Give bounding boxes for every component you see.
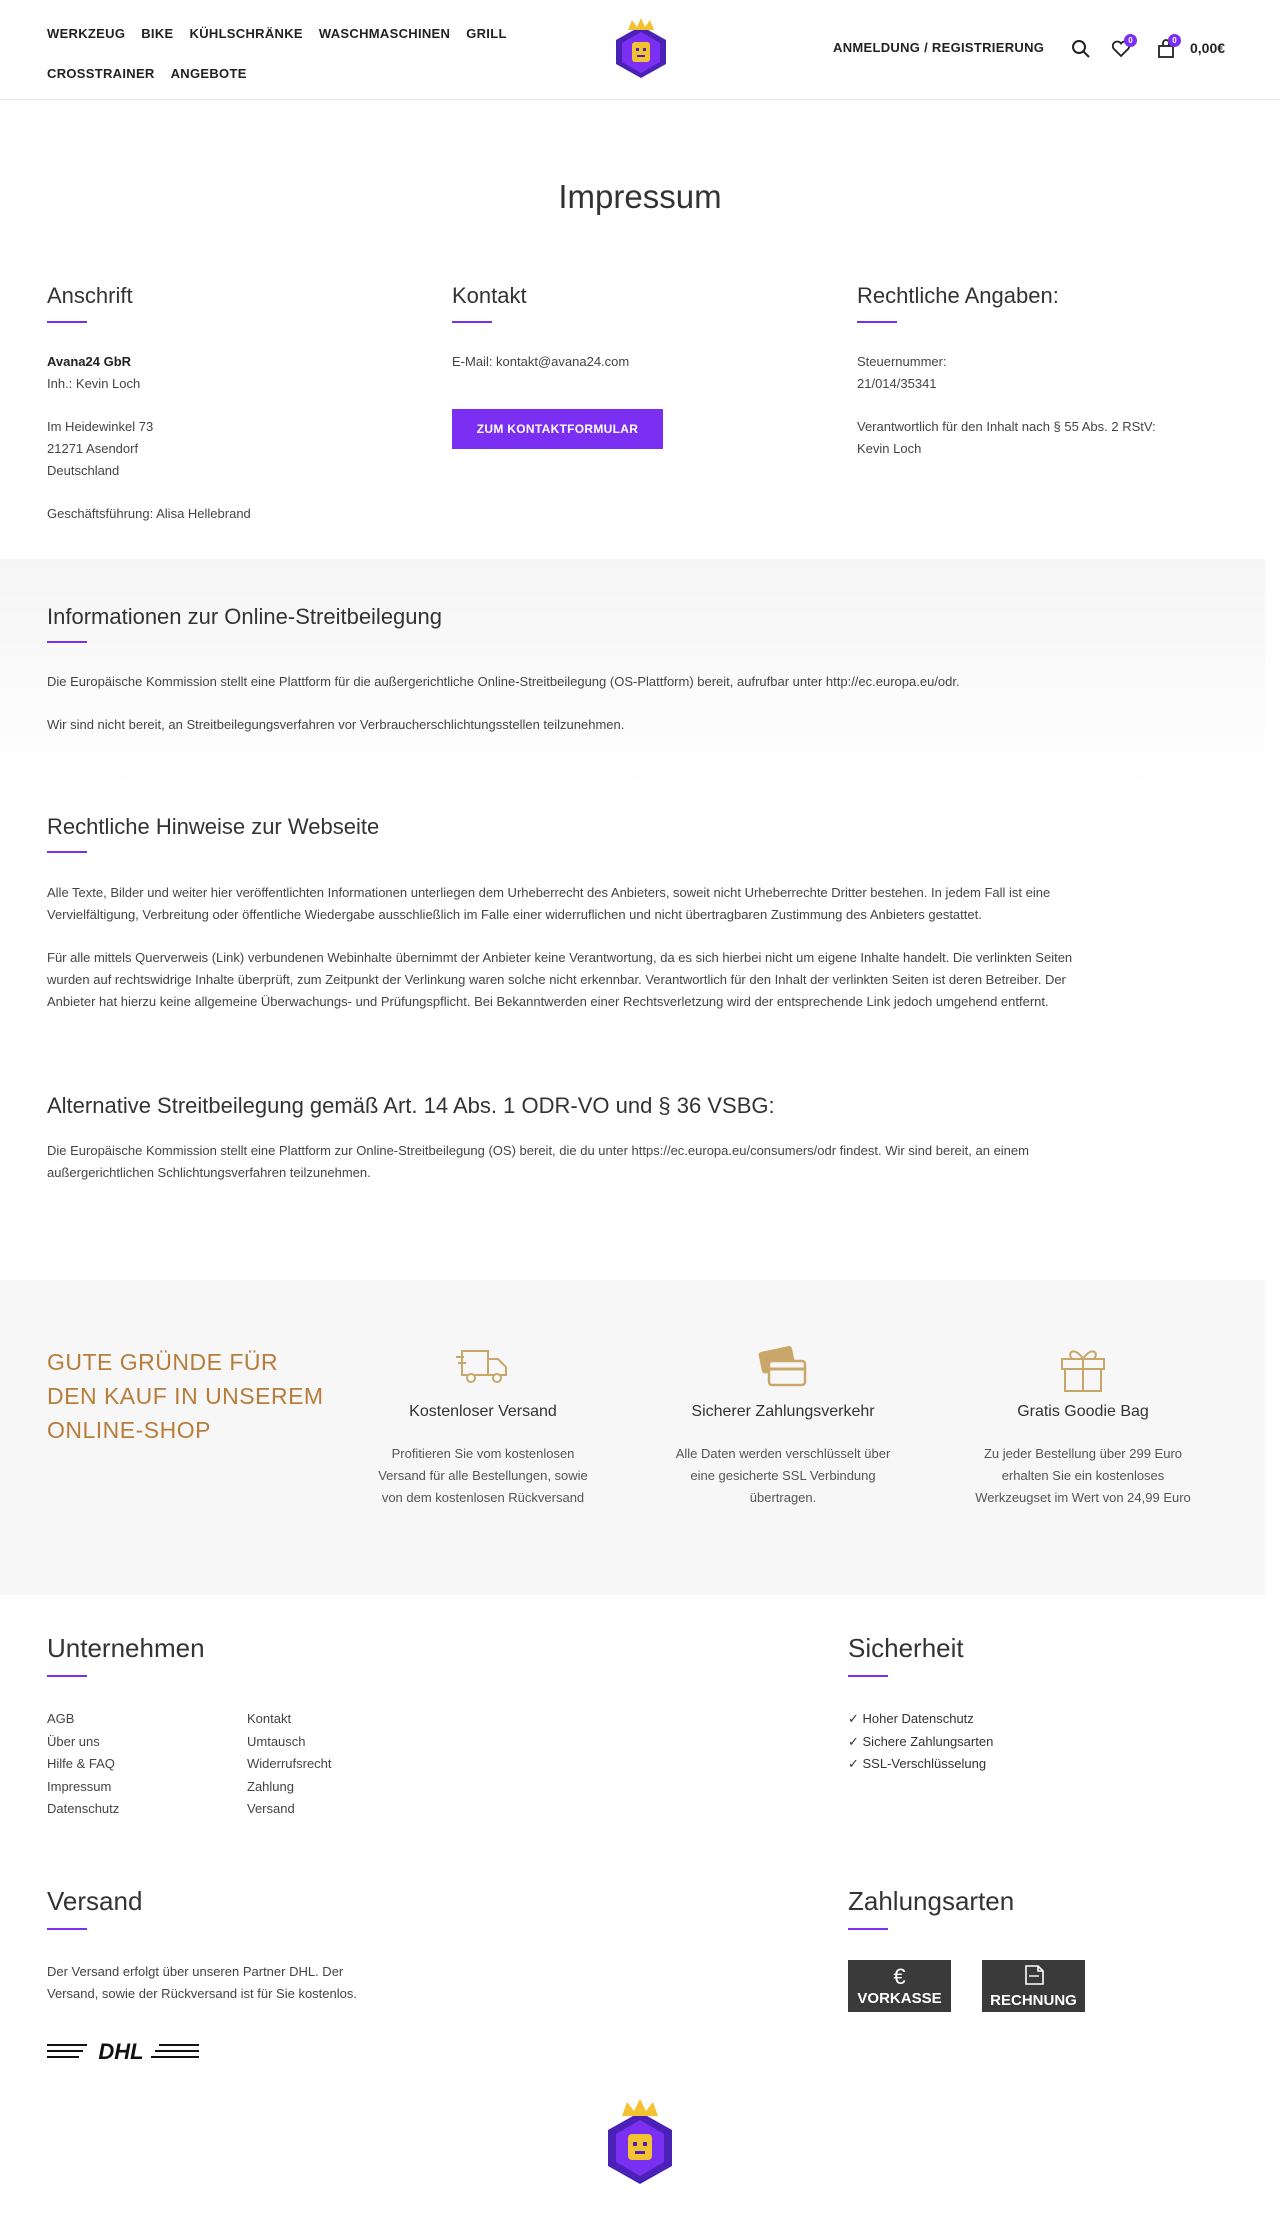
footer-link-ueber-uns[interactable]: Über uns (47, 1733, 100, 1749)
wishlist-button[interactable] (1111, 36, 1133, 63)
truck-icon (353, 1345, 613, 1403)
payment-label: RECHNUNG (990, 1992, 1077, 2009)
footer-versand-heading: Versand (47, 1886, 143, 1916)
legal-notes-heading: Rechtliche Hinweise zur Webseite (47, 814, 380, 839)
payment-vorkasse[interactable] (848, 1960, 951, 2012)
text-line: außergerichtlichen Schlichtungsverfahren teilzunehmen. (47, 1165, 371, 1180)
text-line: Zu jeder Bestellung über 299 Euro (983, 1446, 1182, 1461)
responsible-name: Kevin Loch (857, 441, 922, 456)
footer-link-agb[interactable]: AGB (47, 1711, 75, 1726)
payment-label: VORKASSE (857, 1990, 942, 2007)
heading-underline (848, 1675, 888, 1677)
reasons-title-line: GUTE GRÜNDE FÜR (47, 1349, 279, 1375)
footer-link-zahlung[interactable]: Zahlung (247, 1778, 294, 1794)
heading-underline (857, 321, 897, 323)
search-icon[interactable] (1071, 39, 1091, 64)
text-line: Der Versand erfolgt über unseren Partner DHL. Der (47, 1964, 344, 1979)
nav-waschmaschinen[interactable]: WASCHMASCHINEN (318, 26, 451, 41)
footer-link-versand[interactable]: Versand (247, 1801, 295, 1816)
responsible-label: Verantwortlich für den Inhalt nach § 55 Abs. 2 RStV: (857, 419, 1156, 434)
footer-link-hilfe-faq[interactable]: Hilfe & FAQ (47, 1756, 115, 1771)
text-line: erhalten Sie ein kostenloses (1001, 1468, 1165, 1483)
feature-goodie-bag (953, 1345, 1213, 1509)
page-title: Impressum (558, 178, 722, 215)
text-line: übertragen. (749, 1490, 817, 1505)
feature-free-shipping (353, 1345, 613, 1509)
nav-werkzeug[interactable]: WERKZEUG (47, 26, 126, 41)
footer-logo[interactable] (600, 2096, 680, 2192)
tax-label: Steuernummer: (857, 354, 947, 369)
euro-icon: € (893, 1964, 906, 1989)
footer-link-widerrufsrecht[interactable]: Widerrufsrecht (247, 1756, 332, 1771)
feature-title: Sicherer Zahlungsverkehr (691, 1403, 875, 1420)
payment-rechnung[interactable] (982, 1960, 1085, 2012)
feature-title: Gratis Goodie Bag (1017, 1403, 1149, 1420)
text-line: Versand, sowie der Rückversand ist für Sie kostenlos. (47, 1986, 357, 2001)
cart-total[interactable]: 0,00€ (1190, 40, 1226, 56)
footer-link-datenschutz[interactable]: Datenschutz (47, 1801, 120, 1816)
nav-angebote[interactable]: ANGEBOTE (170, 66, 247, 81)
alternative-dispute-paragraph (47, 1140, 1227, 1184)
alternative-dispute-heading: Alternative Streitbeilegung gemäß Art. 14 Abs. 1 ODR-VO und § 36 VSBG: (47, 1093, 775, 1118)
footer-sicherheit-heading: Sicherheit (848, 1633, 964, 1663)
text-line: Die Europäische Kommission stellt eine Plattform zur Online-Streitbeilegung (OS) bereit, die du unter https://ec.europa.eu/consumers/odr findest. Wir sind bereit, an einem (47, 1143, 1029, 1158)
odr-paragraph-1: Die Europäische Kommission stellt eine Plattform für die außergerichtliche Online-Streitbeilegung (OS-Plattform) bereit, aufrufbar unter http://ec.europa.eu/odr. (47, 674, 960, 689)
heading-underline (47, 1928, 87, 1930)
text-line: Versand für alle Bestellungen, sowie (378, 1468, 588, 1483)
heading-underline (47, 641, 87, 643)
text-line: Werkzeugset im Wert von 24,99 Euro (975, 1490, 1191, 1505)
nav-kuehlschraenke[interactable]: KÜHLSCHRÄNKE (189, 26, 303, 41)
street: Im Heidewinkel 73 (47, 419, 154, 434)
rechtliche-angaben-heading: Rechtliche Angaben: (857, 283, 1059, 308)
management: Geschäftsführung: Alisa Hellebrand (47, 506, 251, 521)
cart-count-badge: 0 (1168, 34, 1181, 47)
invoice-icon (982, 1964, 1085, 1992)
site-header (0, 0, 1280, 100)
feature-description (953, 1443, 1213, 1509)
contact-form-button[interactable]: ZUM KONTAKTFORMULAR (452, 409, 663, 449)
anschrift-block (47, 351, 251, 525)
dhl-logo (47, 2040, 199, 2062)
security-item: ✓ Sichere Zahlungsarten (848, 1733, 994, 1749)
security-list (848, 1708, 993, 1776)
dhl-wordmark: DHL (98, 2040, 144, 2062)
feature-title: Kostenloser Versand (409, 1403, 557, 1420)
footer-links-col-2 (247, 1708, 332, 1821)
country: Deutschland (47, 463, 120, 478)
nav-grill[interactable]: GRILL (466, 26, 507, 41)
legal-notes-paragraph-1 (47, 882, 1227, 926)
text-line: eine gesicherte SSL Verbindung (690, 1468, 876, 1483)
tax-number: 21/014/35341 (857, 376, 937, 391)
text-line: Alle Texte, Bilder und weiter hier veröffentlichten Informationen unterliegen dem Urheberrecht des Anbieters, soweit nicht Urheberrechte Dritter bestehen. In jedem Fall ist eine (47, 885, 1051, 900)
feature-secure-payment (653, 1345, 913, 1509)
footer-links-col-1 (47, 1708, 119, 1821)
footer-unternehmen-heading: Unternehmen (47, 1633, 205, 1663)
heading-underline (47, 321, 87, 323)
nav-bike[interactable]: BIKE (141, 26, 174, 41)
site-logo[interactable] (610, 16, 672, 82)
footer-zahlungsarten-heading: Zahlungsarten (848, 1886, 1015, 1916)
text-line: von dem kostenlosen Rückversand (381, 1490, 585, 1505)
text-line: Profitieren Sie vom kostenlosen (391, 1446, 575, 1461)
reasons-title-line: ONLINE-SHOP (47, 1417, 211, 1443)
reasons-title-line: DEN KAUF IN UNSEREM (47, 1383, 324, 1409)
login-register-link[interactable]: ANMELDUNG / REGISTRIERUNG (833, 40, 1045, 55)
text-line: Für alle mittels Querverweis (Link) verbundenen Webinhalte übernimmt der Anbieter keine Verantwortung, da es sich hierbei nicht um eigene Inhalte handelt. Die verlinkten Seiten (47, 950, 1073, 965)
credit-card-icon (653, 1345, 913, 1403)
kontakt-heading: Kontakt (452, 283, 527, 308)
anschrift-heading: Anschrift (47, 283, 133, 308)
odr-heading: Informationen zur Online-Streitbeilegung (47, 604, 443, 629)
footer-link-kontakt[interactable]: Kontakt (247, 1711, 292, 1726)
company-name: Avana24 GbR (47, 354, 132, 369)
legal-info-block (857, 351, 1156, 460)
reasons-title (47, 1345, 324, 1447)
owner: Inh.: Kevin Loch (47, 376, 141, 391)
feature-description (653, 1443, 913, 1509)
heading-underline (848, 1928, 888, 1930)
contact-email[interactable]: E-Mail: kontakt@avana24.com (452, 354, 630, 369)
main-nav (47, 14, 587, 94)
heading-underline (47, 1675, 87, 1677)
gift-icon (953, 1345, 1213, 1403)
legal-notes-paragraph-2 (47, 947, 1227, 1013)
security-item: ✓ SSL-Verschlüsselung (848, 1756, 987, 1771)
text-line: Vervielfältigung, Verbreitung oder öffentliche Wiedergabe ausschließlich im Falle einer widerruflichen und nicht übertragbaren Zustimmung des Anbieters gestattet. (47, 907, 982, 922)
text-line: Alle Daten werden verschlüsselt über (675, 1446, 891, 1461)
heading-underline (47, 851, 87, 853)
text-line: wurden auf rechtswidrige Inhalte überprüft, zum Zeitpunkt der Verlinkung waren solche nicht erkennbar. Verantwortlich für den Inhalt der verlinkten Seiten ist deren Betreiber. Der (47, 972, 1066, 987)
feature-description (353, 1443, 613, 1509)
footer-link-umtausch[interactable]: Umtausch (247, 1733, 306, 1749)
footer-link-impressum[interactable]: Impressum (47, 1778, 112, 1794)
odr-paragraph-2: Wir sind nicht bereit, an Streitbeilegungsverfahren vor Verbraucherschlichtungsstellen teilzunehmen. (47, 717, 625, 732)
security-item: ✓ Hoher Datenschutz (848, 1711, 974, 1726)
cart-button[interactable] (1157, 36, 1177, 64)
heading-underline (452, 321, 492, 323)
nav-crosstrainer[interactable]: CROSSTRAINER (47, 66, 155, 81)
wishlist-count-badge: 0 (1124, 34, 1137, 47)
city: 21271 Asendorf (47, 441, 139, 456)
text-line: Anbieter hat hierzu keine allgemeine Überwachungs- und Prüfungspflicht. Bei Bekanntwerden einer Rechtsverletzung wird der entsprechende Link jedoch umgehend entfernt. (47, 994, 1049, 1009)
shipping-text (47, 1961, 357, 2005)
